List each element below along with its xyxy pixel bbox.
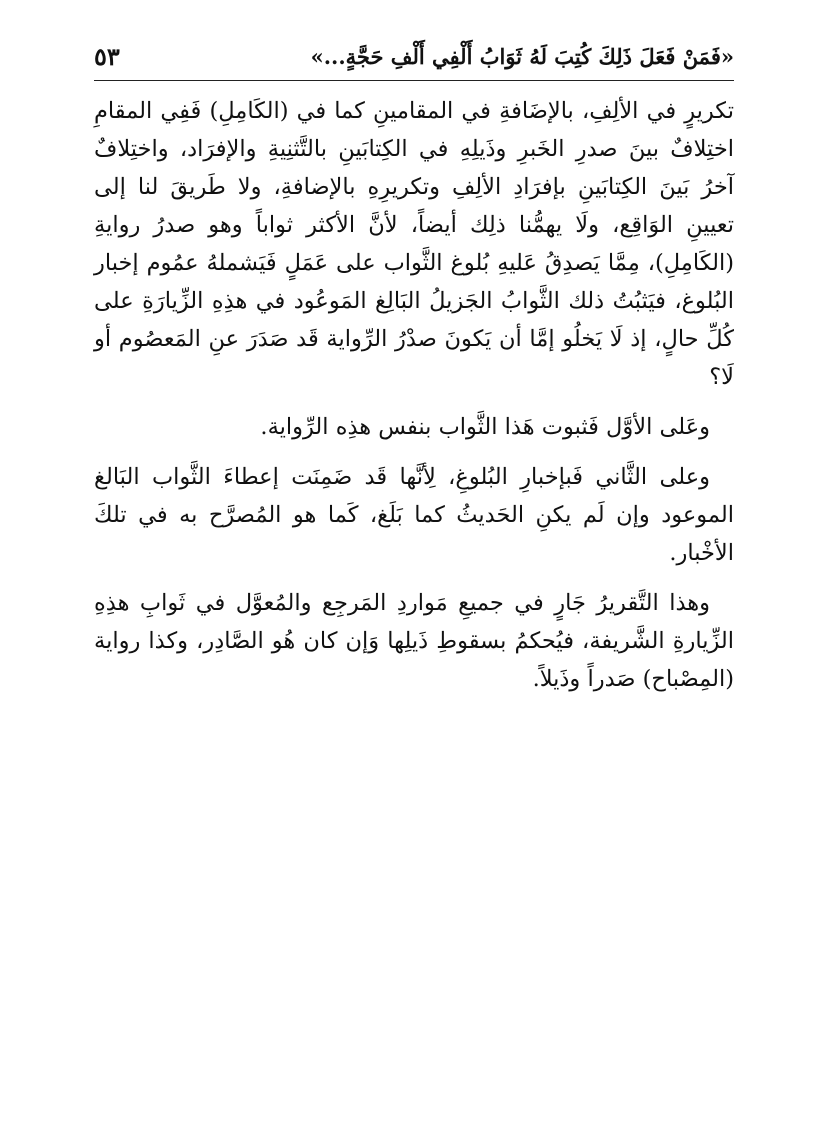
paragraph-1: تكريرٍ في الألِفِ، بالإضَافةِ في المقامينِ كما في (الكَامِلِ) فَفِي المقامِ اختِلافٌ بينَ صدرِ الخَبرِ وذَيلِهِ في الكِتابَينِ بالتَّثنِيةِ والإفرَاد، واختِلافٌ آخرُ بَينَ الكِتابَينِ بإفرَادِ الألِفِ وتكريرِهِ بالإضافةِ، ولا طَريقَ لنا إلى تعيينِ الوَاقِع، ولَا يهمُّنا ذلِك أيضاً، لأنَّ الأكثر ثواباً وهو صدرُ روايةِ (الكَامِلِ)، مِمَّا يَصدِقُ عَليهِ بُلوغ الثَّواب على عَمَلٍ فَيَشملهُ عمُوم إخبار البُلوغ، فيَثبُتُ ذلك الثَّوابُ الجَزيلُ البَالِغ المَوعُود في هذِهِ الزِّيارَةِ على كُلِّ حالٍ، إذ لَا يَخلُو إمَّا أن يَكونَ صدْرُ الرِّواية قَد صَدَرَ عنِ المَعصُوم أو لَا؟ bbox=[94, 98, 734, 390]
header-title: «فَمَنْ فَعَلَ ذَلِكَ كُتِبَ لَهُ ثَوَابُ أَلْفِي أَلْفِ حَجَّةٍ...» bbox=[310, 44, 734, 69]
paragraph-3: وعلى الثَّاني فَبإخبارِ البُلوغِ، لِأنَّها قَد ضَمِنَت إعطاءَ الثَّواب البَالغ الموعود وإن لَم يكنِ الحَديثُ كما بَلَغ، كَما هو المُصرَّح به في تلكَ الأخْبار. bbox=[94, 464, 734, 566]
paragraph-2: وعَلى الأوَّل فَثبوت هَذا الثَّواب بنفس هذِه الرِّواية. bbox=[260, 414, 710, 440]
body-text bbox=[94, 92, 734, 698]
page-number: ٥٣ bbox=[94, 42, 120, 71]
paragraph-4: وهذا التَّقريرُ جَارٍ في جميعِ مَواردِ المَرجِع والمُعوَّل في ثَوابِ هذِهِ الزِّيارةِ الشَّريفة، فيُحكمُ بسقوطِ ذَيلِها وَإن كان هُو الصَّادِر، وكذا رواية (المِصْباح) صَدراً وذَيلاً. bbox=[94, 590, 734, 692]
header-divider bbox=[94, 80, 734, 81]
running-header bbox=[94, 40, 734, 82]
